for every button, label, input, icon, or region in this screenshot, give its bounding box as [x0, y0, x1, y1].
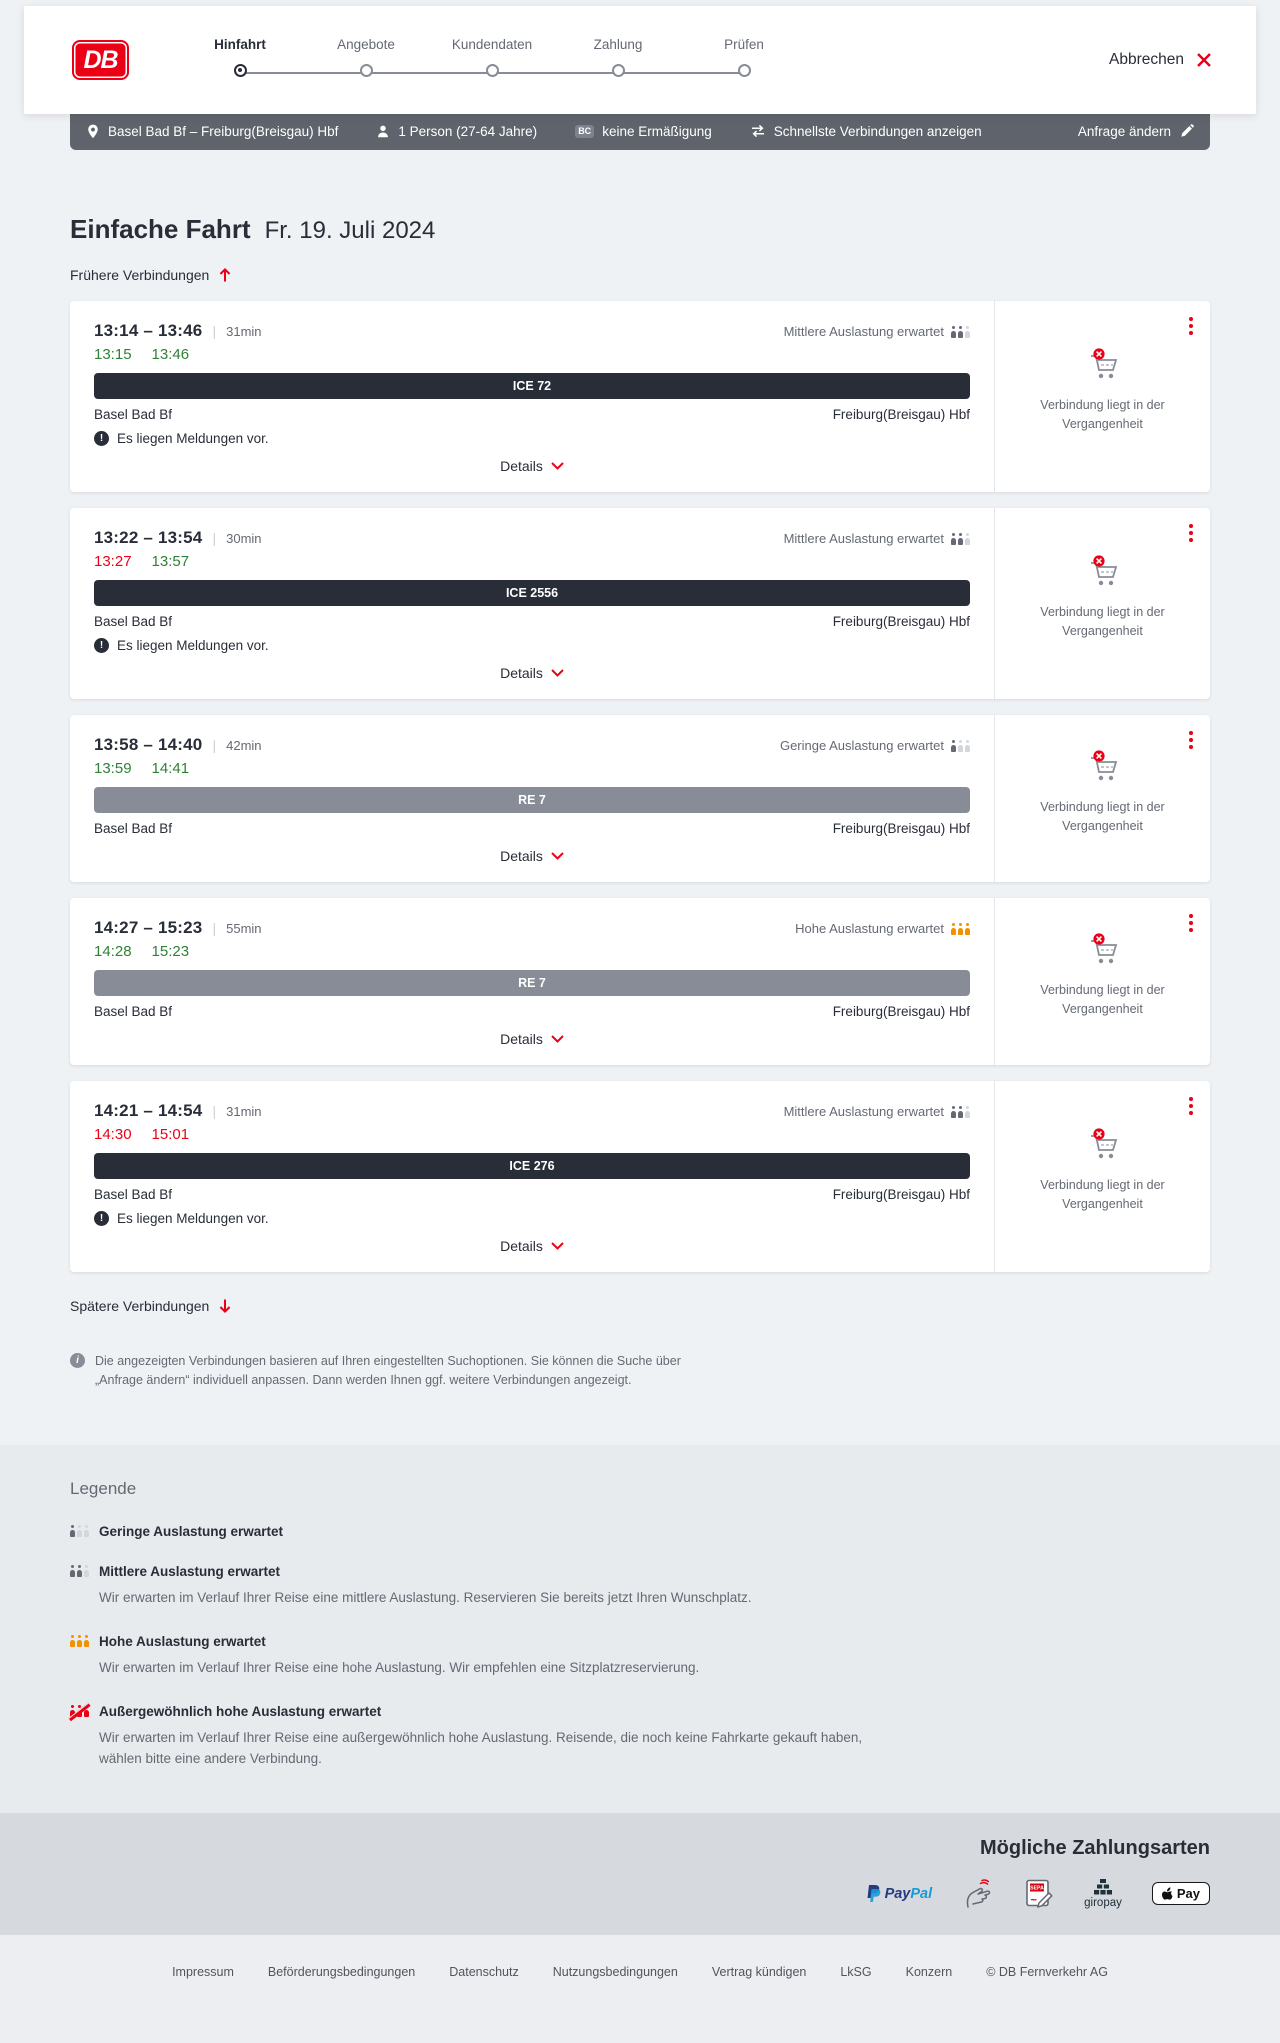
booking-panel: [994, 301, 1210, 492]
origin-station: Basel Bad Bf: [94, 614, 173, 629]
travel-date: Fr. 19. Juli 2024: [264, 217, 436, 244]
apple-logo-icon: [1162, 1887, 1174, 1901]
occupancy-low-icon: [70, 1525, 89, 1537]
paypal-icon: PayPal: [866, 1884, 933, 1903]
scheduled-times: 13:22 – 13:54: [94, 528, 203, 547]
more-options-button[interactable]: [1185, 910, 1197, 936]
app-header: [24, 6, 1256, 114]
giropay-mark-icon: [1092, 1879, 1114, 1896]
cart-unavailable-icon: [1082, 554, 1124, 590]
db-logo: DB: [72, 40, 129, 80]
duration: 31min: [226, 1104, 262, 1119]
realtime-arrival: 13:46: [151, 346, 190, 363]
chevron-down-icon: [551, 669, 564, 677]
footer-link-befoerderungsbedingungen[interactable]: Beförderungsbedingungen: [267, 1965, 416, 1980]
connection-card: [70, 715, 1210, 882]
alert-icon: [94, 1211, 109, 1226]
realtime-arrival: 15:01: [151, 1126, 190, 1143]
booking-panel: [994, 1081, 1210, 1272]
legend-title: Legende: [70, 1478, 137, 1498]
occupancy-low-icon: [951, 740, 970, 752]
passenger-summary: 1 Person (27-64 Jahre): [376, 124, 537, 139]
occupancy-medium-icon: [951, 1106, 970, 1118]
more-options-button[interactable]: [1185, 520, 1197, 546]
divider: [202, 920, 226, 938]
more-options-button[interactable]: [1185, 313, 1197, 339]
train-segment-bar[interactable]: RE 7: [94, 787, 970, 813]
cart-unavailable-icon: [1082, 347, 1124, 383]
divider: [202, 323, 226, 341]
payment-section: [0, 1813, 1280, 1935]
realtime-times: [94, 553, 970, 570]
search-options-note: i Die angezeigten Verbindungen basieren auf Ihren eingestellten Suchoptionen. Sie können die Suche über „Anfrage ändern“ individuell anpassen. Dann werden Ihnen ggf. weitere Verbindungen angezeigt.: [70, 1352, 710, 1391]
legend-description: Wir erwarten im Verlauf Ihrer Reise eine mittlere Auslastung. Reservieren Sie bereits jetzt Ihren Wunschplatz.: [99, 1589, 752, 1605]
chevron-down-icon: [551, 852, 564, 860]
location-pin-icon: [86, 123, 100, 140]
pencil-icon: [1180, 124, 1194, 138]
duration: 31min: [226, 324, 262, 339]
realtime-times: [94, 760, 970, 777]
connection-card: [70, 508, 1210, 699]
footer-links: [25, 1965, 1255, 1979]
details-button[interactable]: Details: [490, 452, 574, 480]
legend-item-medium: Mittlere Auslastung erwartet Wir erwarten im Verlauf Ihrer Reise eine mittlere Auslastung. Reservieren Sie bereits jetzt Ihren Wunschplatz.: [70, 1564, 1210, 1609]
step-circle: [486, 64, 499, 77]
realtime-departure: 13:59: [94, 760, 132, 777]
train-segment-bar[interactable]: ICE 276: [94, 1153, 970, 1179]
scheduled-times: 14:21 – 14:54: [94, 1101, 203, 1120]
train-segment-bar[interactable]: RE 7: [94, 970, 970, 996]
cancel-button[interactable]: Abbrechen: [1109, 51, 1212, 69]
origin-station: Basel Bad Bf: [94, 1004, 173, 1019]
trip-summary-bar: [70, 112, 1210, 150]
occupancy-high-icon: [951, 923, 970, 935]
legend-section: [0, 1445, 1280, 1814]
legend-description: Wir erwarten im Verlauf Ihrer Reise eine außergewöhnlich hohe Auslastung. Reisende, die noch keine Fahrkarte gekauft haben, wählen bitte eine andere Verbindung.: [99, 1729, 863, 1766]
step-angebote: Angebote: [303, 36, 429, 77]
step-hinfahrt: Hinfahrt: [177, 36, 303, 77]
realtime-times: [94, 1126, 970, 1143]
chevron-down-icon: [551, 1035, 564, 1043]
results-main: [70, 214, 1210, 1391]
earlier-connections-link[interactable]: Frühere Verbindungen: [70, 267, 232, 283]
chevron-down-icon: [551, 1242, 564, 1250]
occupancy-high-icon: [70, 1635, 89, 1647]
more-options-button[interactable]: [1185, 727, 1197, 753]
scheduled-times: 14:27 – 15:23: [94, 918, 203, 937]
occupancy-label: Mittlere Auslastung erwartet: [784, 531, 970, 546]
origin-station: Basel Bad Bf: [94, 821, 173, 836]
realtime-departure: 14:28: [94, 943, 132, 960]
fastest-connections-toggle[interactable]: Schnellste Verbindungen anzeigen: [750, 124, 982, 139]
legend-item-low: Geringe Auslastung erwartet: [70, 1524, 1210, 1539]
past-connection-note: Verbindung liegt in der Vergangenheit: [1040, 800, 1165, 833]
sepa-mandate-icon: [1022, 1878, 1054, 1909]
arrow-down-icon: [218, 1298, 232, 1314]
details-button[interactable]: Details: [490, 659, 574, 687]
paypal-mark-icon: [866, 1884, 882, 1903]
bahncard-icon: BC: [575, 125, 594, 138]
swap-arrows-icon: [750, 124, 766, 138]
destination-station: Freiburg(Breisgau) Hbf: [832, 821, 970, 836]
cart-unavailable-icon: [1082, 932, 1124, 968]
step-circle: [360, 64, 373, 77]
connection-card: [70, 1081, 1210, 1272]
person-icon: [376, 124, 390, 139]
details-button[interactable]: Details: [490, 842, 574, 870]
info-icon: [70, 1353, 85, 1368]
divider: [202, 1103, 226, 1121]
discount-summary: BC keine Ermäßigung: [575, 124, 712, 139]
payment-title: Mögliche Zahlungsarten: [979, 1837, 1210, 1860]
duration: 55min: [226, 921, 262, 936]
footer-link-lksg[interactable]: LkSG: [840, 1965, 872, 1980]
past-connection-note: Verbindung liegt in der Vergangenheit: [1040, 983, 1165, 1016]
footer-link-konzern[interactable]: Konzern: [905, 1965, 953, 1980]
destination-station: Freiburg(Breisgau) Hbf: [832, 407, 970, 422]
giropay-icon: giropay: [1084, 1879, 1122, 1909]
cart-unavailable-icon: [1082, 1127, 1124, 1163]
step-kundendaten: Kundendaten: [429, 36, 555, 77]
destination-station: Freiburg(Breisgau) Hbf: [832, 1004, 970, 1019]
step-zahlung: Zahlung: [555, 36, 681, 77]
step-pruefen: Prüfen: [681, 36, 807, 77]
cart-unavailable-icon: [1082, 749, 1124, 785]
more-options-button[interactable]: [1185, 1093, 1197, 1119]
contactless-hand-icon: [962, 1879, 992, 1909]
train-segment-bar[interactable]: ICE 72: [94, 373, 970, 399]
divider: [202, 530, 226, 548]
occupancy-label: Geringe Auslastung erwartet: [780, 738, 970, 753]
close-icon: [1196, 52, 1212, 68]
duration: 42min: [226, 738, 262, 753]
chevron-down-icon: [551, 462, 564, 470]
realtime-departure: 14:30: [94, 1126, 132, 1143]
message-text: Es liegen Meldungen vor.: [117, 1211, 269, 1226]
train-segment-bar[interactable]: ICE 2556: [94, 580, 970, 606]
booking-panel: [994, 508, 1210, 699]
footer-link-datenschutz[interactable]: Datenschutz: [449, 1965, 519, 1980]
realtime-times: [94, 346, 970, 363]
occupancy-medium-icon: [951, 326, 970, 338]
message-text: Es liegen Meldungen vor.: [117, 638, 269, 653]
past-connection-note: Verbindung liegt in der Vergangenheit: [1040, 398, 1165, 431]
legend-item-exceptional: Außergewöhnlich hohe Auslastung erwartet Wir erwarten im Verlauf Ihrer Reise eine außergewöhnlich hohe Auslastung. Reisende, die noch keine Fahrkarte gekauft haben, wählen bitte eine andere Verbindung.: [70, 1704, 1210, 1770]
realtime-times: [94, 943, 970, 960]
later-connections-link[interactable]: Spätere Verbindungen: [70, 1298, 232, 1314]
scheduled-times: 13:14 – 13:46: [94, 321, 203, 340]
page-title: Einfache Fahrt: [70, 214, 251, 244]
apple-pay-icon: Pay: [1152, 1882, 1210, 1905]
occupancy-label: Mittlere Auslastung erwartet: [784, 324, 970, 339]
svg-text:SEPA: SEPA: [1030, 1886, 1045, 1893]
origin-station: Basel Bad Bf: [94, 407, 173, 422]
occupancy-label: Mittlere Auslastung erwartet: [784, 1104, 970, 1119]
step-circle: [612, 64, 625, 77]
occupancy-medium-icon: [70, 1565, 89, 1577]
occupancy-exceptional-icon: [70, 1705, 89, 1717]
realtime-arrival: 15:23: [151, 943, 190, 960]
origin-station: Basel Bad Bf: [94, 1187, 173, 1202]
past-connection-note: Verbindung liegt in der Vergangenheit: [1040, 1178, 1165, 1211]
destination-station: Freiburg(Breisgau) Hbf: [832, 614, 970, 629]
booking-panel: [994, 715, 1210, 882]
realtime-departure: 13:15: [94, 346, 132, 363]
route-summary: Basel Bad Bf – Freiburg(Breisgau) Hbf: [86, 123, 338, 140]
step-circle: [738, 64, 751, 77]
copyright: © DB Fernverkehr AG: [986, 1965, 1108, 1980]
details-button[interactable]: Details: [490, 1232, 574, 1260]
arrow-up-icon: [218, 267, 232, 283]
divider: [202, 737, 226, 755]
booking-panel: [994, 898, 1210, 1065]
realtime-arrival: 14:41: [151, 760, 190, 777]
step-circle-active: [234, 64, 247, 77]
connection-card: [70, 898, 1210, 1065]
legend-description: Wir erwarten im Verlauf Ihrer Reise eine hohe Auslastung. Wir empfehlen eine Sitzplatzreservierung.: [99, 1659, 700, 1675]
duration: 30min: [226, 531, 262, 546]
page-footer: [0, 1935, 1280, 2043]
message-text: Es liegen Meldungen vor.: [117, 431, 269, 446]
footer-link-nutzungsbedingungen[interactable]: Nutzungsbedingungen: [552, 1965, 678, 1980]
checkout-progress: [177, 36, 807, 85]
alert-icon: [94, 431, 109, 446]
footer-link-vertrag-kuendigen[interactable]: Vertrag kündigen: [711, 1965, 807, 1980]
footer-link-impressum[interactable]: Impressum: [172, 1965, 234, 1980]
destination-station: Freiburg(Breisgau) Hbf: [832, 1187, 970, 1202]
realtime-departure: 13:27: [94, 553, 132, 570]
details-button[interactable]: Details: [490, 1025, 574, 1053]
past-connection-note: Verbindung liegt in der Vergangenheit: [1040, 605, 1165, 638]
change-request-button[interactable]: Anfrage ändern: [1078, 124, 1194, 139]
connection-card: [70, 301, 1210, 492]
occupancy-label: Hohe Auslastung erwartet: [795, 921, 970, 936]
legend-item-high: Hohe Auslastung erwartet Wir erwarten im Verlauf Ihrer Reise eine hohe Auslastung. Wir empfehlen eine Sitzplatzreservierung.: [70, 1634, 1210, 1679]
realtime-arrival: 13:57: [151, 553, 190, 570]
occupancy-medium-icon: [951, 533, 970, 545]
scheduled-times: 13:58 – 14:40: [94, 735, 203, 754]
alert-icon: [94, 638, 109, 653]
